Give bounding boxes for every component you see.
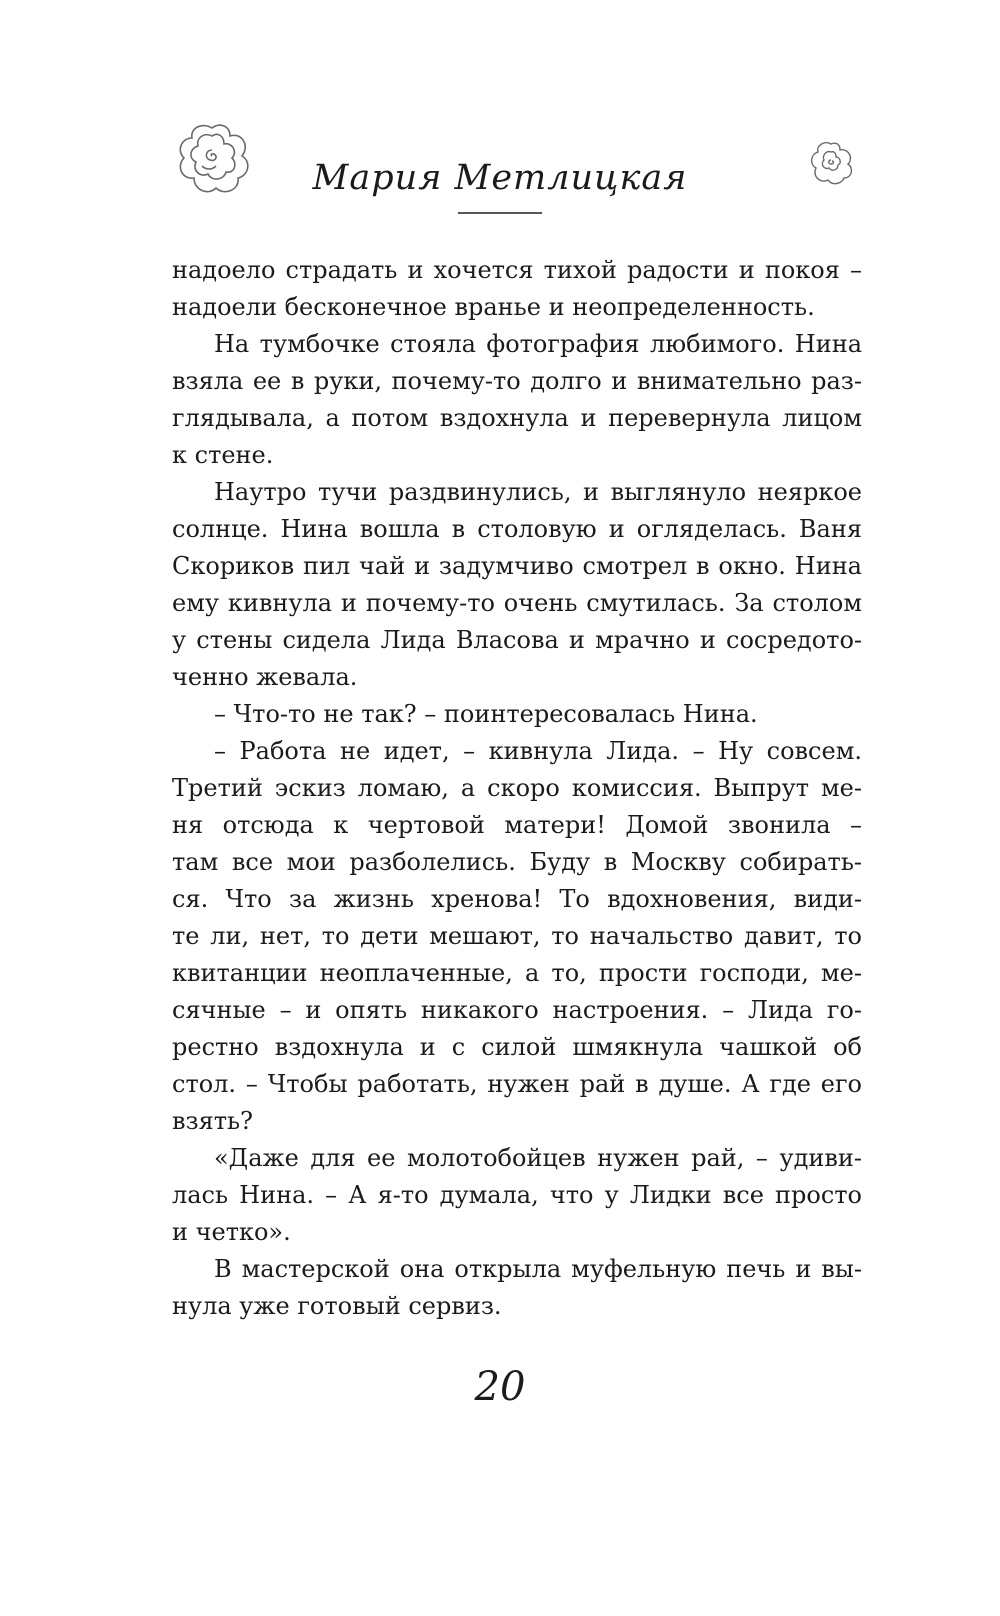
text-line: глядывала, а потом вздохнула и перевернула лицом (172, 404, 862, 432)
text-line: сячные – и опять никакого настроения. – Лида го- (172, 996, 862, 1024)
text-line: ему кивнула и почему-то очень смутилась. За столом (172, 589, 862, 617)
text-line: солнце. Нина вошла в столовую и огляделась. Ваня (172, 515, 862, 543)
text-line: стол. – Чтобы работать, нужен рай в душе. А где его (172, 1070, 862, 1098)
text-line: те ли, нет, то дети мешают, то начальство давит, то (172, 922, 862, 950)
text-line: Третий эскиз ломаю, а скоро комиссия. Выпрут ме- (172, 774, 862, 802)
text-line: На тумбочке стояла фотография любимого. Нина (214, 330, 862, 358)
text-line: – Работа не идет, – кивнула Лида. – Ну совсем. (214, 737, 862, 765)
text-line: и четко». (172, 1218, 291, 1246)
text-line: рестно вздохнула и с силой шмякнула чашкой об (172, 1033, 862, 1061)
text-line: Скориков пил чай и задумчиво смотрел в окно. Нина (172, 552, 862, 580)
author-name: Мария Метлицкая (312, 158, 688, 198)
text-line: ня отсюда к чертовой матери! Домой звонила – (172, 811, 862, 839)
text-line: «Даже для ее молотобойцев нужен рай, – удиви- (214, 1144, 862, 1172)
text-line: там все мои разболелись. Буду в Москву собирать- (172, 848, 862, 876)
text-line: лась Нина. – А я-то думала, что у Лидки все просто (172, 1181, 862, 1209)
text-line: взять? (172, 1107, 253, 1135)
text-line: нула уже готовый сервиз. (172, 1292, 502, 1320)
text-line: Наутро тучи раздвинулись, и выглянуло неяркое (214, 478, 862, 506)
page-number: 20 (474, 1364, 526, 1410)
text-line: надоели бесконечное вранье и неопределенность. (172, 293, 815, 321)
text-line: у стены сидела Лида Власова и мрачно и сосредото- (172, 626, 862, 654)
text-line: В мастерской она открыла муфельную печь и вы- (214, 1255, 862, 1283)
text-line: взяла ее в руки, почему-то долго и внимательно раз- (172, 367, 862, 395)
text-line: ся. Что за жизнь хренова! То вдохновения, види- (172, 885, 862, 913)
text-line: квитанции неоплаченные, а то, прости господи, ме- (172, 959, 862, 987)
text-line: – Что-то не так? – поинтересовалась Нина. (214, 700, 758, 728)
text-line: надоело страдать и хочется тихой радости и покоя – (172, 256, 862, 284)
text-line: ченно жевала. (172, 663, 358, 691)
text-line: к стене. (172, 441, 274, 469)
